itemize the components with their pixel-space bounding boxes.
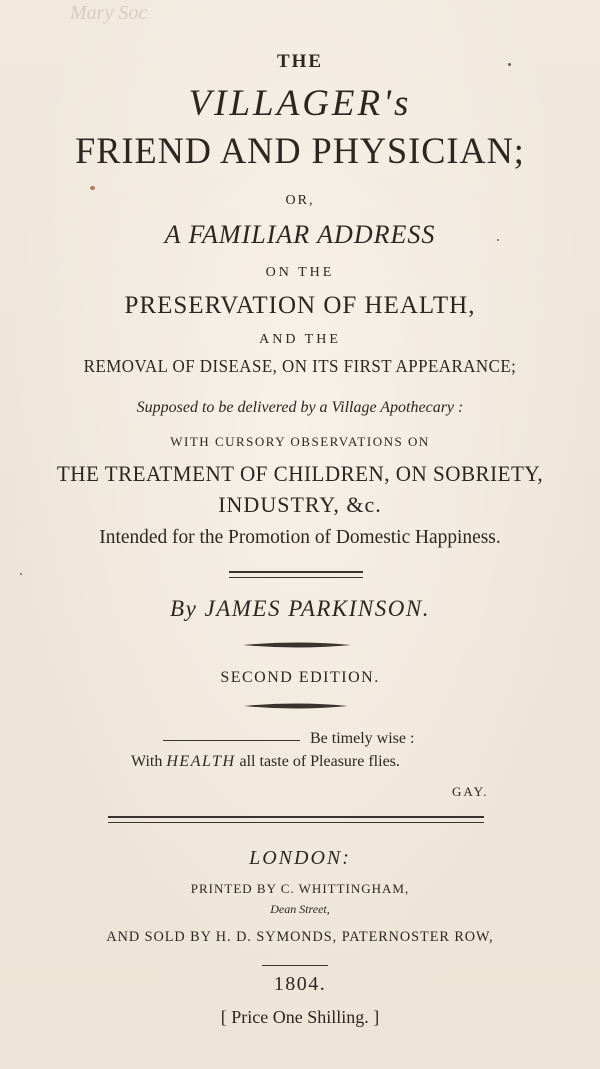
with-cursory-observations: WITH CURSORY OBSERVATIONS ON [170,434,430,449]
imprint-rule-thin [108,822,484,823]
epigraph-with: With [131,753,163,770]
handwritten-inscription: Mary Soc [70,2,148,24]
imprint-printer-address: Dean Street, [270,902,330,916]
epigraph-dash [163,740,300,741]
supposed-village-apothecary: Supposed to be delivered by a Village Apothecary : [136,399,464,416]
second-edition: SECOND EDITION. [220,669,380,686]
epigraph-line-2 [131,754,400,770]
ornamental-rule [243,641,351,649]
subtitle-familiar-address: A FAMILIAR ADDRESS [164,220,436,249]
title-villagers: VILLAGER's [188,83,412,124]
imprint-year: 1804. [273,973,327,995]
subtitle-removal-of-disease: REMOVAL OF DISEASE, ON ITS FIRST APPEARANCE; [83,356,517,376]
double-rule-thin [229,577,363,578]
industry-etc: INDUSTRY, &c. [218,492,382,517]
imprint-printer: PRINTED BY C. WHITTINGHAM, [190,881,410,896]
intended-domestic-happiness: Intended for the Promotion of Domestic Happiness. [99,526,501,548]
imprint-seller: AND SOLD BY H. D. SYMONDS, PATERNOSTER ROW, [106,929,494,945]
treatment-of-children: THE TREATMENT OF CHILDREN, ON SOBRIETY, [56,461,544,486]
double-rule [229,571,363,573]
epigraph-line-1: Be timely wise : [310,730,415,747]
title-friend-physician: FRIEND AND PHYSICIAN; [75,131,525,172]
imprint-price: [ Price One Shilling. ] [220,1007,380,1027]
subtitle-on-the: ON THE [265,265,335,280]
imprint-rule [108,816,484,818]
subtitle-preservation-of-health: PRESERVATION OF HEALTH, [124,292,476,319]
epigraph-pleasure: all taste of Pleasure flies. [239,753,400,770]
subtitle-and-the: AND THE [259,332,341,347]
epigraph-source-gay: GAY. [452,784,489,799]
paper-speck [20,573,22,575]
title-the: THE [276,51,324,72]
title-or: OR, [285,193,315,208]
ornamental-rule-small [244,702,348,710]
author-james-parkinson: By JAMES PARKINSON. [170,596,430,621]
paper-speck [90,186,95,190]
imprint-london: LONDON: [249,847,351,869]
year-rule [262,965,328,966]
epigraph-health: HEALTH [166,753,236,770]
